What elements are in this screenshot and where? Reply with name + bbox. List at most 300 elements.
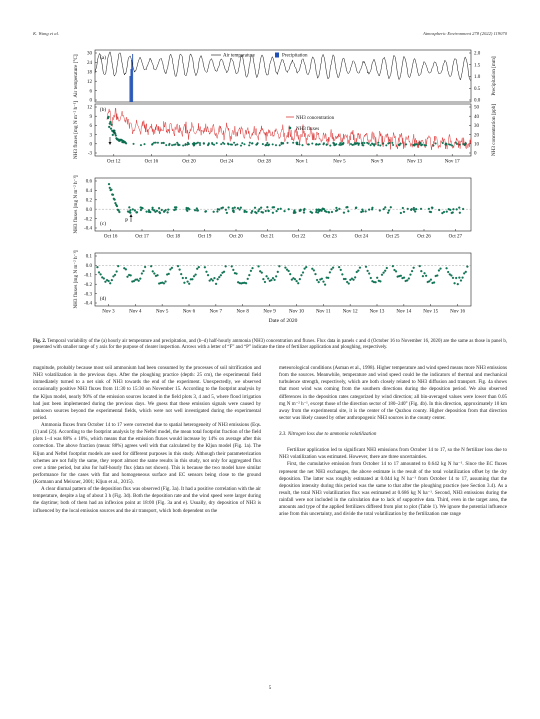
panel-b-x-axis-tick-label: Oct 24 <box>219 159 234 165</box>
panel-a-right-axis-tick-label: 2.0 <box>474 51 481 57</box>
nh3-flux-point <box>416 143 418 145</box>
panel-b-x-axis-tick-label: Nov 17 <box>444 159 460 165</box>
nh3-flux-point <box>331 211 333 213</box>
left-column <box>33 365 261 515</box>
nh3-flux-point <box>409 274 411 276</box>
nh3-flux-point <box>236 273 238 275</box>
figure-2 <box>33 42 507 337</box>
panel-c-y-axis-tick-label: 0.4 <box>85 189 92 195</box>
nh3-flux-point <box>400 212 402 214</box>
nh3-flux-point <box>110 128 112 130</box>
panel-a-left-axis-tick-label: 6 <box>89 89 92 95</box>
nh3-flux-point <box>116 205 118 207</box>
nh3-flux-point <box>419 265 421 267</box>
nh3-flux-point <box>258 208 260 210</box>
nh3-flux-point <box>296 142 298 144</box>
nh3-flux-point <box>209 280 211 282</box>
right-paragraph-2: Fertilizer application led to significant NH3 emissions from October 14 to 17, so the N fertilizer loss due to NH3 volatilization was estimated. However, there are three uncertainties. <box>279 447 507 461</box>
nh3-flux-point <box>449 209 451 211</box>
running-header-journal: Atmospheric Environment 278 (2022) 119070 <box>423 31 507 36</box>
nh3-flux-point <box>226 212 228 214</box>
panel-d-label: (d) <box>99 296 107 302</box>
nh3-flux-point <box>303 209 305 211</box>
nh3-flux-point <box>167 209 169 211</box>
panel-b-x-axis-tick-label: Nov 1 <box>295 159 308 165</box>
legend-air-temperature: Air temperature <box>223 53 255 59</box>
nh3-flux-point <box>251 143 253 145</box>
nh3-flux-point <box>388 210 390 212</box>
nh3-flux-point <box>109 187 111 189</box>
nh3-flux-point <box>193 275 195 277</box>
nh3-flux-point <box>195 274 197 276</box>
nh3-flux-point <box>459 144 461 146</box>
nh3-flux-point <box>408 277 410 279</box>
nh3-flux-point <box>163 282 165 284</box>
nh3-flux-point <box>458 207 460 209</box>
nh3-flux-point <box>372 143 374 145</box>
panel-d-x-axis-tick-label: Nov 4 <box>129 309 142 315</box>
nh3-flux-point <box>205 271 207 273</box>
nh3-flux-point <box>108 126 110 128</box>
right-paragraph-1: meteorological conditions (Asman et al., 1998). Higher temperature and wind speed means more NH3 emissions from the sources. Meanwhile, temperature and wind speed could be the indicators of thermal and mechanical turbulence strength, respectively, which are both closely related to NH3 diffusion and transport. Fig. 4a shows that most wind was coming from the southern directions during the deposition period. We also observed differences in the deposition rates categorized by wind direction; all bin-averaged values were lower than 0.05 mg N m⁻² h⁻¹, except those of the direction sector of 180–240° (Fig. 4b). In this direction, approximately 10 km away from the experimental site, it is the center of the Quzhou county. Higher deposition from that direction sector was likely caused by other anthropogenic NH3 sources in the county center. <box>279 365 507 421</box>
nh3-flux-point <box>191 278 193 280</box>
nh3-flux-point <box>382 143 384 145</box>
nh3-flux-point <box>322 281 324 283</box>
nh3-flux-point <box>445 144 447 146</box>
nh3-flux-point <box>175 206 177 208</box>
nh3-flux-point <box>340 269 342 271</box>
nh3-flux-point <box>338 266 340 268</box>
nh3-flux-point <box>152 209 154 211</box>
nh3-flux-point <box>353 279 355 281</box>
nh3-flux-point <box>421 144 423 146</box>
nh3-flux-point <box>451 212 453 214</box>
nh3-flux-point <box>154 211 156 213</box>
nh3-flux-point <box>296 280 298 282</box>
nh3-flux-point <box>140 209 142 211</box>
nh3-flux-point <box>377 144 379 146</box>
nh3-flux-point <box>196 209 198 211</box>
panel-a-right-axis-tick-label: 1.0 <box>474 75 481 81</box>
nh3-flux-point <box>287 142 289 144</box>
nh3-flux-point <box>186 144 188 146</box>
nh3-flux-point <box>161 142 163 144</box>
panel-c-y-axis-tick-label: 0.6 <box>85 179 92 185</box>
nh3-flux-point <box>138 280 140 282</box>
nh3-flux-point <box>110 189 112 191</box>
nh3-flux-point <box>428 280 430 282</box>
nh3-flux-point <box>318 281 320 283</box>
nh3-flux-point <box>459 212 461 214</box>
panel-d-y-axis-tick-label: -0.2 <box>84 282 92 288</box>
nh3-flux-point <box>262 143 264 145</box>
legend-precipitation-swatch <box>275 53 279 58</box>
panel-d-x-axis-tick-label: Nov 12 <box>342 309 358 315</box>
nh3-flux-point <box>438 270 440 272</box>
panel-d-x-axis-tick-label: Nov 8 <box>236 309 249 315</box>
nh3-flux-point <box>399 143 401 145</box>
nh3-flux-point <box>420 208 422 210</box>
nh3-flux-point <box>257 210 259 212</box>
nh3-flux-point <box>108 280 110 282</box>
panel-a-left-axis-tick-label: 0 <box>89 98 92 104</box>
nh3-flux-point <box>447 271 449 273</box>
panel-a-label: (a) <box>99 55 107 61</box>
nh3-flux-point <box>433 281 435 283</box>
nh3-flux-point <box>220 207 222 209</box>
panel-c-y-axis-tick-label: -0.2 <box>84 217 92 223</box>
right-paragraph-3: First, the cumulative emission from October 14 to 17 amounted to 0.642 kg N ha⁻¹. Since the EC fluxes represent the net NH3 exchanges, the above estimate is the result of the total volatilization offset by the dry deposition. The latter was roughly estimated at 0.044 kg N ha⁻¹ from October 14 to 17, assuming that the deposition intensity during this period was the same to that after the ploughing practice (see Section 3.4). As a result, the total NH3 volatilization flux was estimated at 0.686 kg N ha⁻¹. Second, NH3 emissions during the rainfall were not included in the calculation due to lack of supportive data. Third, even in the target area, the amounts and type of the applied fertilizers differed from plot to plot (Table 1). We ignore the potential influence arise from this uncertainty, and divide the total volatilization by the fertilization rate range <box>279 461 507 518</box>
nh3-flux-point <box>165 209 167 211</box>
panel-c-label: (c) <box>99 221 107 227</box>
nh3-flux-point <box>234 207 236 209</box>
panel-d-x-axis-tick-label: Nov 6 <box>182 309 196 315</box>
nh3-flux-point <box>208 142 210 144</box>
panel-d-x-axis-tick-label: Nov 13 <box>369 309 385 315</box>
nh3-flux-point <box>297 282 299 284</box>
nh3-flux-point <box>232 269 234 271</box>
panel-a-right-axis-tick-label: 1.5 <box>474 63 481 69</box>
nh3-flux-point <box>260 207 262 209</box>
nh3-flux-point <box>114 274 116 276</box>
panel-c-y-axis-tick-label: 0.0 <box>85 207 92 213</box>
nh3-flux-point <box>455 277 457 279</box>
nh3-flux-point <box>274 279 276 281</box>
nh3-flux-point <box>442 142 444 144</box>
nh3-flux-point <box>128 206 130 208</box>
nh3-flux-point <box>326 144 328 146</box>
ploughing-marker: P <box>125 218 129 224</box>
nh3-flux-point <box>188 208 190 210</box>
nh3-flux-point <box>462 208 464 210</box>
left-paragraph-2: Ammonia fluxes from October 14 to 17 were corrected due to spatial heterogeneity of NH3 emissions (Eqs. (1) and (2)). According to the footprint analysis by the Neftel model, the mean total footprint fraction of the field plots 1–4 was 88% ± 10%, which means that the emission fluxes would increase by 14% on average after this correction. The above fraction (mean: 88%) agrees well with that calculated by the Kljun model (Fig. 1a). The Kljun and Neftel footprint models are used for different purposes in this study. Although their parameterization schemes are not fully the same, they report almost the same results in this study, not only for aggregated flux over a time period, but also for half-hourly flux (data not shown). This is because the two model have similar performance for the cases with flat and homogeneous surface and EC sensors being close to the ground (Kormann and Meixner, 2001; Kljun et al., 2015). <box>33 422 261 485</box>
nh3-flux-point <box>157 274 159 276</box>
nh3-flux-point <box>304 268 306 270</box>
nh3-flux-point <box>385 144 387 146</box>
nh3-flux-point <box>302 144 304 146</box>
nh3-flux-point <box>387 212 389 214</box>
nh3-flux-point <box>228 206 230 208</box>
running-header-authors: K. Wang et al. <box>33 31 59 36</box>
nh3-flux-point <box>368 143 370 145</box>
nh3-flux-point <box>141 273 143 275</box>
nh3-flux-point <box>184 144 186 146</box>
nh3-flux-point <box>368 209 370 211</box>
nh3-flux-point <box>248 274 250 276</box>
nh3-flux-point <box>109 282 111 284</box>
nh3-flux-point <box>406 279 408 281</box>
panel-b-right-axis-tick-label: 40 <box>474 114 479 120</box>
panel-a-left-axis-tick-label: 30 <box>87 51 92 57</box>
nh3-flux-point <box>276 210 278 212</box>
nh3-flux-point <box>435 143 437 145</box>
caption-label: Fig. 2. <box>33 339 46 344</box>
panel-b-right-axis-tick-label: 30 <box>474 124 479 130</box>
nh3-flux-point <box>365 210 367 212</box>
nh3-flux-point <box>300 209 302 211</box>
nh3-flux-point <box>425 275 427 277</box>
nh3-flux-point <box>248 144 250 146</box>
nh3-flux-point <box>329 145 331 147</box>
nh3-flux-point <box>265 210 267 212</box>
nh3-flux-point <box>450 274 452 276</box>
nh3-flux-point <box>345 206 347 208</box>
nh3-flux-point <box>333 144 335 146</box>
nh3-flux-point <box>371 207 373 209</box>
nh3-flux-point <box>386 267 388 269</box>
nh3-flux-point <box>227 143 229 145</box>
panel-d-x-axis-tick-label: Nov 11 <box>315 309 331 315</box>
page-number: 5 <box>268 686 272 691</box>
nh3-flux-point <box>144 143 146 145</box>
panel-b-x-axis-tick-label: Oct 12 <box>107 159 121 165</box>
nh3-flux-point <box>222 142 224 144</box>
nh3-flux-point <box>212 279 214 281</box>
panel-b-ylabel-left: NH3 fluxes [mg N m⁻² h⁻¹] <box>73 100 79 160</box>
nh3-flux-point <box>456 208 458 210</box>
nh3-flux-point <box>430 211 432 213</box>
panel-d-x-axis-tick-label: Nov 9 <box>263 309 276 315</box>
nh3-flux-point <box>246 211 248 213</box>
nh3-flux-point <box>216 210 218 212</box>
nh3-flux-point <box>454 282 456 284</box>
panel-a-left-axis-tick-label: 12 <box>87 79 92 85</box>
section-heading: 3.3. Nitrogen loss due to ammonia volatilization <box>279 431 377 437</box>
panel-a-left-axis-tick-label: 18 <box>87 70 92 76</box>
nh3-flux-point <box>281 143 283 145</box>
nh3-flux-point <box>299 144 301 146</box>
panel-a-right-axis-tick-label: 0.0 <box>474 98 481 104</box>
nh3-flux-point <box>443 211 445 213</box>
nh3-flux-point <box>216 142 218 144</box>
nh3-flux-point <box>370 277 372 279</box>
nh3-flux-point <box>225 209 227 211</box>
panel-b-x-axis-tick-label: Oct 16 <box>144 159 159 165</box>
nh3-flux-point <box>440 268 442 270</box>
nh3-flux-point <box>462 277 464 279</box>
panel-d-x-axis-tick-label: Nov 10 <box>288 309 304 315</box>
nh3-flux-point <box>108 116 110 118</box>
nh3-flux-point <box>264 281 266 283</box>
nh3-flux-point <box>379 210 381 212</box>
nh3-flux-point <box>241 142 243 144</box>
nh3-flux-point <box>203 142 205 144</box>
nh3-flux-point <box>168 144 170 146</box>
nh3-flux-point <box>165 281 167 283</box>
right-column <box>279 365 507 518</box>
nh3-flux-point <box>173 144 175 146</box>
nh3-flux-point <box>358 143 360 145</box>
caption-text: Temporal variability of the (a) hourly air temperature and precipitation, and (b–d) half-hourly ammonia (NH3) concentration and fluxes. Flux data in panels c and d (October 16 to November 16, 2020) are the same as those in panel b, presented with smaller range of y axis for the purpose of clearer inspection. Arrows with a letter of “F” and “P” indicate the time of fertilizer application and ploughing, respectively. <box>33 339 507 351</box>
panel-a-right-axis-tick-label: 0.5 <box>474 86 481 92</box>
nh3-flux-point <box>336 209 338 211</box>
nh3-flux-point <box>150 265 152 267</box>
nh3-flux-point <box>204 266 206 268</box>
nh3-flux-point <box>250 270 252 272</box>
panel-b-ylabel-right: NH3 concentration [ppb] <box>491 103 497 157</box>
nh3-flux-point <box>277 208 279 210</box>
nh3-flux-point <box>311 212 313 214</box>
panel-d-ylabel: NH3 fluxes [mg N m⁻² h⁻¹] <box>73 250 79 309</box>
nh3-flux-point <box>149 211 151 213</box>
nh3-flux-point <box>407 208 409 210</box>
panel-d-x-axis-tick-label: Nov 15 <box>423 309 439 315</box>
panel-d-x-axis-tick-label: Nov 14 <box>396 309 412 315</box>
nh3-flux-point <box>169 268 171 270</box>
nh3-flux-point <box>272 212 274 214</box>
nh3-flux-point <box>328 211 330 213</box>
nh3-flux-point <box>335 207 337 209</box>
panel-b-left-axis-tick-label: 6 <box>89 124 92 130</box>
nh3-flux-point <box>231 265 233 267</box>
nh3-flux-point <box>412 144 414 146</box>
nh3-flux-point <box>413 207 415 209</box>
nh3-flux-point <box>413 267 415 269</box>
nh3-flux-point <box>232 207 234 209</box>
nh3-flux-point <box>272 206 274 208</box>
panel-b-x-axis-tick-label: Oct 28 <box>257 159 271 165</box>
nh3-flux-point <box>240 207 242 209</box>
precipitation-bar <box>132 54 133 102</box>
panel-b-left-axis-tick-label: 3 <box>89 133 92 139</box>
nh3-flux-point <box>247 278 249 280</box>
nh3-flux-point <box>356 271 358 273</box>
panel-a-ylabel-left: Air temperature [°C] <box>73 54 79 98</box>
nh3-flux-point <box>152 207 154 209</box>
legend-nh3-fluxes: NH3 fluxes <box>296 126 320 132</box>
nh3-flux-point <box>348 282 350 284</box>
nh3-flux-point <box>116 270 118 272</box>
panel-b-left-axis-tick-label: 0 <box>89 142 92 148</box>
nh3-flux-point <box>249 142 251 144</box>
nh3-flux-point <box>321 278 323 280</box>
nh3-flux-point <box>392 265 394 267</box>
nh3-flux-point <box>446 267 448 269</box>
fertilizer-arrow-head <box>109 142 112 145</box>
panel-c-x-axis-tick-label: Oct 26 <box>417 234 431 240</box>
nh3-flux-point <box>411 270 413 272</box>
nh3-flux-point <box>280 208 282 210</box>
nh3-flux-point <box>346 281 348 283</box>
precipitation-bar <box>130 76 131 102</box>
nh3-flux-point <box>381 274 383 276</box>
nh3-flux-point <box>278 265 280 267</box>
nh3-flux-point <box>158 207 160 209</box>
nh3-flux-point <box>390 206 392 208</box>
nh3-flux-point <box>254 211 256 213</box>
nh3-flux-point <box>438 209 440 211</box>
nh3-flux-point <box>111 124 113 126</box>
nh3-flux-point <box>403 277 405 279</box>
nh3-flux-point <box>180 273 182 275</box>
panel-d-x-axis-tick-label: Nov 5 <box>155 309 169 315</box>
nh3-flux-point <box>293 212 295 214</box>
nh3-flux-point <box>411 208 413 210</box>
nh3-flux-point <box>313 269 315 271</box>
nh3-flux-point <box>323 143 325 145</box>
nh3-flux-point <box>431 207 433 209</box>
nh3-flux-point <box>338 208 340 210</box>
nh3-flux-point <box>457 283 459 285</box>
panel-d-x-axis-tick-label: Nov 7 <box>209 309 223 315</box>
panel-c-y-axis-tick-label: 0.2 <box>85 198 92 204</box>
nh3-flux-point <box>272 144 274 146</box>
nh3-flux-point <box>266 144 268 146</box>
nh3-flux-point <box>359 267 361 269</box>
panel-b-x-axis-tick-label: Oct 20 <box>182 159 196 165</box>
nh3-flux-point <box>244 211 246 213</box>
nh3-flux-point <box>399 144 401 146</box>
nh3-flux-point <box>415 208 417 210</box>
nh3-flux-point <box>237 207 239 209</box>
nh3-flux-point <box>393 269 395 271</box>
nh3-flux-point <box>96 266 98 268</box>
nh3-flux-point <box>140 144 142 146</box>
panel-b-left-axis-tick-label: 12 <box>87 105 92 111</box>
nh3-flux-point <box>158 211 160 213</box>
nh3-flux-point <box>400 275 402 277</box>
nh3-flux-point <box>183 282 185 284</box>
nh3-flux-point <box>171 144 173 146</box>
nh3-flux-point <box>125 143 127 145</box>
nh3-flux-point <box>142 270 144 272</box>
nh3-flux-point <box>342 143 344 145</box>
panel-c-x-axis-tick-label: Oct 23 <box>323 234 337 240</box>
nh3-flux-point <box>354 142 356 144</box>
nh3-flux-point <box>424 272 426 274</box>
nh3-flux-point <box>182 277 184 279</box>
nh3-flux-point <box>217 278 219 280</box>
nh3-flux-point <box>133 280 135 282</box>
nh3-flux-point <box>218 276 220 278</box>
nh3-flux-point <box>414 211 416 213</box>
nh3-flux-point <box>294 278 296 280</box>
nh3-flux-point <box>345 278 347 280</box>
nh3-flux-point <box>303 212 305 214</box>
nh3-flux-point <box>126 276 128 278</box>
nh3-flux-point <box>350 143 352 145</box>
nh3-flux-point <box>315 211 317 213</box>
nh3-flux-point <box>354 276 356 278</box>
nh3-flux-point <box>288 270 290 272</box>
panel-d-x-axis-tick-label: Nov 16 <box>450 309 466 315</box>
nh3-flux-point <box>240 145 242 147</box>
legend-precipitation: Precipitation <box>282 53 308 59</box>
nh3-flux-point <box>213 277 215 279</box>
nh3-flux-point <box>316 209 318 211</box>
nh3-flux-point <box>118 211 120 213</box>
nh3-flux-point <box>163 142 165 144</box>
nh3-flux-point <box>270 279 272 281</box>
panel-b-label: (b) <box>99 107 107 113</box>
nh3-flux-point <box>152 270 154 272</box>
nh3-flux-point <box>134 210 136 212</box>
nh3-flux-point <box>262 278 264 280</box>
nh3-flux-point <box>364 142 366 144</box>
nh3-flux-point <box>198 266 200 268</box>
nh3-flux-point <box>132 208 134 210</box>
nh3-flux-point <box>279 144 281 146</box>
nh3-flux-point <box>266 275 268 277</box>
nh3-flux-point <box>340 144 342 146</box>
nh3-flux-point <box>139 278 141 280</box>
panel-c-x-axis-tick-label: Oct 16 <box>103 234 118 240</box>
panel-c-x-axis-tick-label: Oct 27 <box>448 234 463 240</box>
nh3-flux-point <box>196 268 198 270</box>
nh3-flux-point <box>452 208 454 210</box>
nh3-flux-point <box>108 183 110 185</box>
nh3-flux-point <box>177 143 179 145</box>
